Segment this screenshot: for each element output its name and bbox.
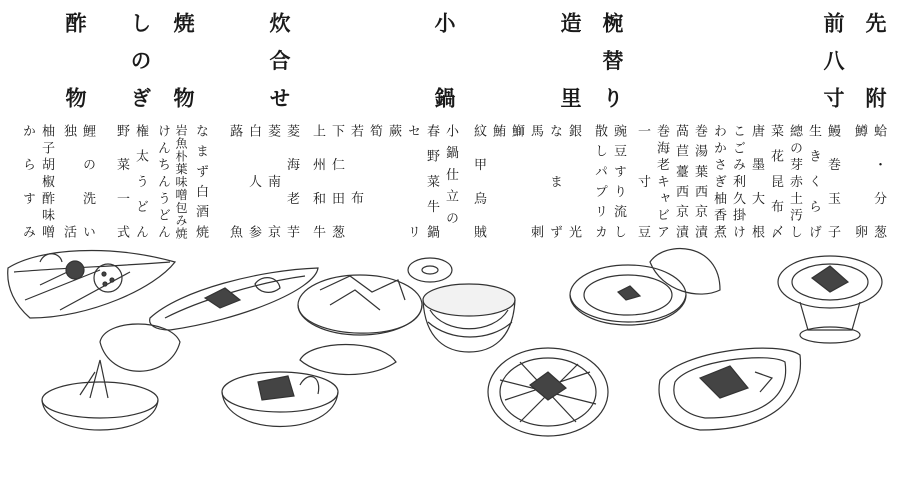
course-title-sakizuke: 先附 (863, 12, 889, 108)
menu-item: 豌豆すり流し (611, 124, 626, 238)
soup-cup-illustration (570, 249, 720, 325)
takiawase-bowl-illustration (222, 345, 396, 427)
basket-plate-illustration (488, 348, 608, 436)
menu-item: 鰻巻玉子 (825, 124, 840, 238)
oval-plate-illustration (150, 268, 318, 330)
menu-item: 一寸豆 (635, 124, 650, 238)
menu-item: 白人参 (246, 124, 261, 238)
menu-item: 独活 (61, 124, 76, 238)
menu-item: 鮪 (490, 124, 505, 137)
course-title-yakimono: 焼物 (171, 12, 197, 108)
menu-item: 下仁田葱 (329, 124, 344, 238)
menu-item: からすみ (20, 124, 35, 238)
menu-item: 鯉の洗い (80, 124, 95, 238)
menu-item: 巻海老キャビア (654, 124, 669, 238)
menu-item: 蕗 魚 (227, 124, 242, 238)
menu-item: 蛤・分葱 (871, 124, 886, 238)
menu-item: 唐墨大根 (749, 124, 764, 238)
menu-item: 菱南京 (265, 124, 280, 238)
menu-item: なまず (547, 124, 562, 238)
menu-item: 馬刺 (528, 124, 543, 238)
menu-item: 柚子胡椒酢味噌 (39, 124, 54, 238)
course-title-takiawase: 炊合せ (267, 12, 293, 108)
menu-item: けんちんうどん (155, 124, 170, 238)
menu-item: 野菜一式 (114, 124, 129, 238)
square-plate-illustration (659, 348, 800, 430)
menu-item: 巻湯葉西京漬 (692, 124, 707, 238)
menu-item: 散しパプリカ (592, 124, 607, 238)
menu-item: 菜花昆布〆 (768, 124, 783, 238)
course-title-tsukuri: 造里 (558, 12, 584, 108)
menu-item: 銀光 (566, 124, 581, 238)
course-title-konabe: 小鍋 (432, 12, 458, 108)
menu-item: 小鍋仕立の (443, 124, 458, 224)
menu-item: なまず白酒焼 (193, 124, 208, 238)
course-title-wankawari: 椀替り (600, 12, 626, 108)
menu-item: 岩魚朴葉味噌包み焼 (174, 124, 188, 238)
menu-item: 春野菜牛鍋 (424, 124, 439, 238)
course-title-sunomono: 酢物 (63, 12, 89, 108)
menu-item: セリ (405, 124, 420, 238)
menu-item: 若布 (348, 124, 363, 204)
menu-item: 権太うどん (133, 124, 148, 238)
lacquer-bowl-illustration (423, 284, 515, 352)
lidded-bowl-illustration (42, 324, 180, 430)
menu-item: こごみ利久掛け (730, 124, 745, 238)
footed-bowl-illustration (778, 256, 882, 343)
menu-item: 總の芽赤土汚し (787, 124, 802, 238)
menu-item: 鱒 卵 (852, 124, 867, 238)
menu-item: 紋甲烏賊 (471, 124, 486, 238)
menu-item: 鰤 (509, 124, 524, 137)
menu-item: 萵苣薹西京漬 (673, 124, 688, 238)
menu-item: 筍 (367, 124, 382, 137)
menu-item: 上州和牛 (310, 124, 325, 238)
menu-item: 生きくらげ (806, 124, 821, 238)
menu-item: 菱海老芋 (284, 124, 299, 238)
menu-item: わかさぎ柚香煮 (711, 124, 726, 238)
leaf-plate-illustration (8, 251, 175, 318)
menu-item: 蕨 (386, 124, 401, 137)
course-title-zensai: 前八寸 (821, 12, 847, 108)
course-title-shinogi: しのぎ (128, 12, 154, 108)
